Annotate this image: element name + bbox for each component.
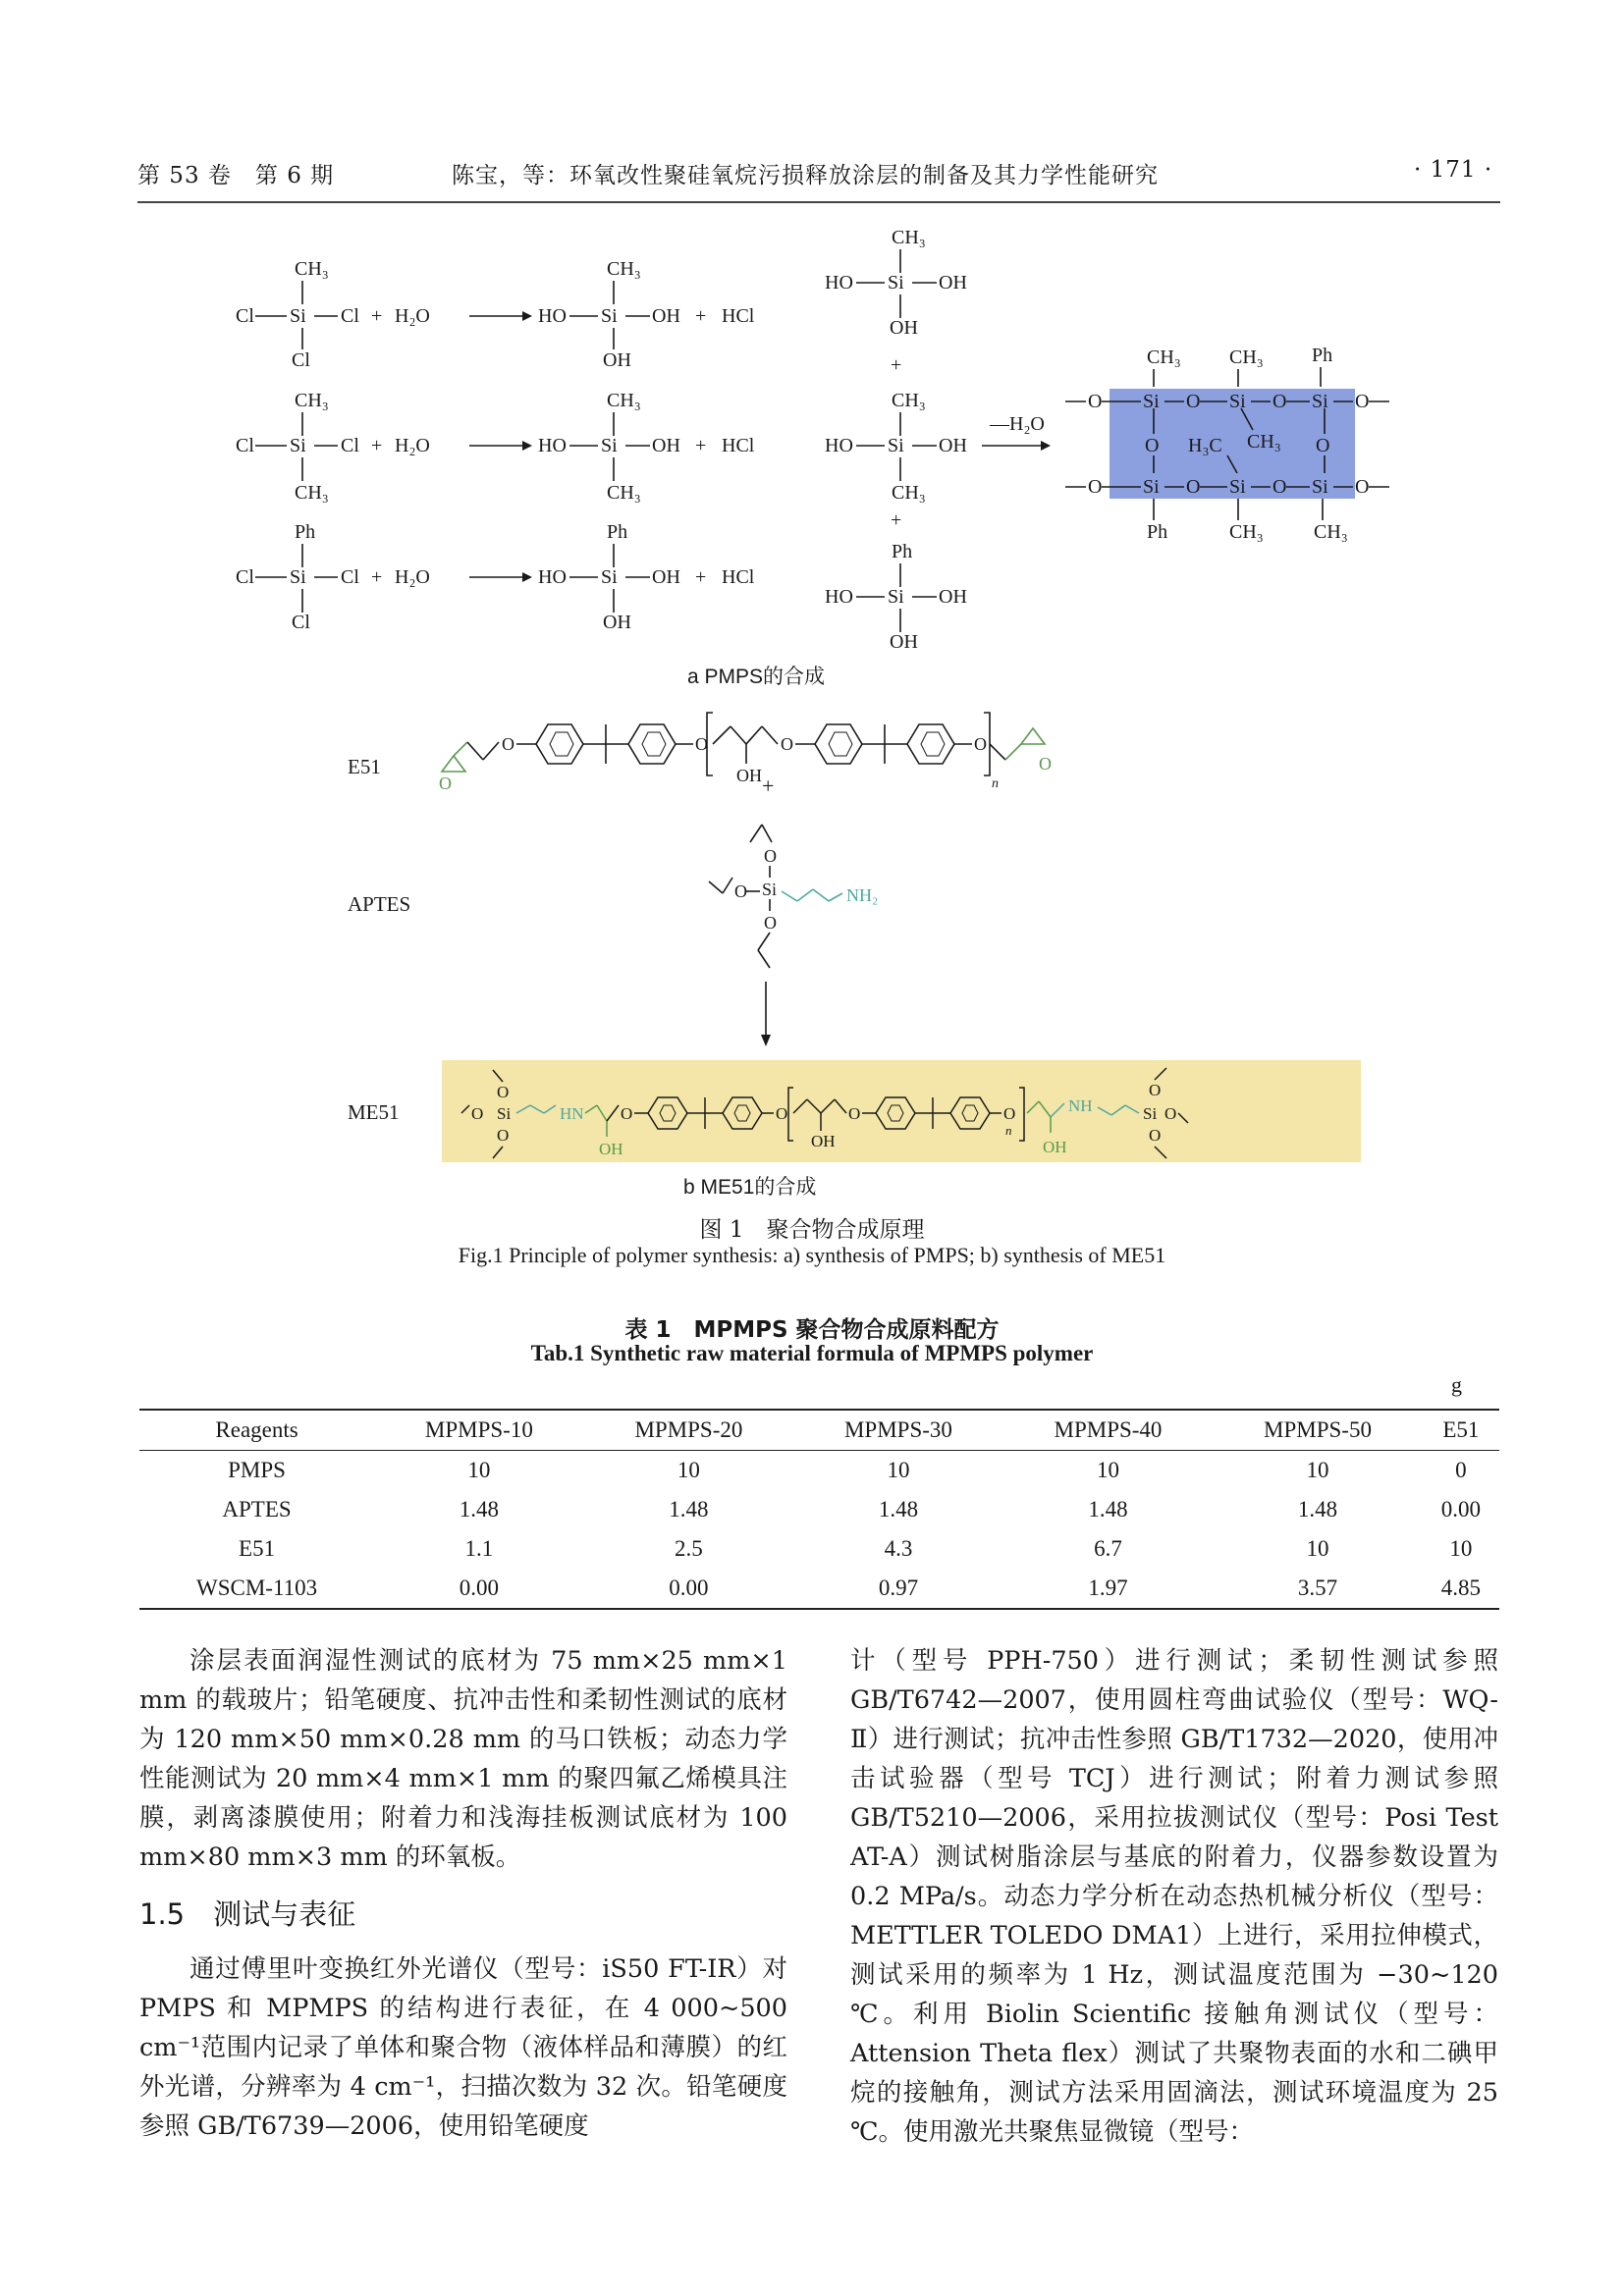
svg-text:CH₃: CH₃ (607, 482, 641, 504)
svg-text:OH: OH (652, 566, 680, 588)
table-cell: 4.85 (1440, 1575, 1481, 1600)
svg-text:CH₃: CH₃ (1147, 347, 1181, 368)
svg-text:Si: Si (1312, 391, 1328, 412)
column-header: E51 (1442, 1417, 1480, 1442)
svg-text:CH₃: CH₃ (1229, 521, 1264, 543)
svg-text:O: O (764, 913, 777, 933)
svg-text:Si: Si (601, 566, 618, 588)
svg-text:OH: OH (652, 305, 680, 327)
table-header-row (139, 1410, 1499, 1451)
subfigure-a-label: a PMPS的合成 (687, 666, 826, 688)
svg-text:O: O (764, 846, 777, 866)
svg-text:CH₃: CH₃ (295, 390, 329, 411)
svg-text:HO: HO (825, 272, 853, 294)
svg-text:O: O (1149, 1126, 1162, 1145)
svg-text:H₂O: H₂O (395, 305, 430, 327)
svg-text:O: O (1355, 476, 1370, 498)
svg-text:Si: Si (888, 586, 904, 608)
column-header: MPMPS-10 (424, 1417, 533, 1442)
svg-text:H₂O: H₂O (395, 566, 430, 588)
table-cell: 10 (1096, 1458, 1119, 1482)
table-cell: 1.48 (459, 1497, 499, 1522)
svg-text:CH₃: CH₃ (892, 390, 926, 411)
dimethylsilanediol (538, 390, 755, 504)
svg-text:O: O (1003, 1104, 1016, 1123)
svg-text:+: + (891, 509, 902, 531)
svg-text:O: O (497, 1126, 510, 1145)
table-cell: 10 (1449, 1536, 1473, 1561)
paragraph-substrates: 涂层表面润湿性测试的底材为 75 mm×25 mm×1 mm 的载玻片；铅笔硬度、抗冲击性和柔韧性测试的底材为 120 mm×50 mm×0.28 mm 的马口铁板；动态力学性能测试为 20 mm×4 mm×1 mm 的聚四氟乙烯模具注膜，剥离漆膜使用；附着力和浅海挂板测试底材为 100 mm×80 mm×3 mm 的环氧板。 (139, 1646, 787, 1872)
table-cell: 10 (1306, 1536, 1329, 1561)
me51-row-label: ME51 (348, 1100, 400, 1124)
table-cell: 10 (467, 1458, 491, 1482)
table-row (139, 1569, 1499, 1609)
svg-text:+: + (695, 435, 707, 456)
table-cell: 1.48 (878, 1497, 919, 1522)
svg-text:Ph: Ph (892, 541, 913, 562)
table-cell: 3.57 (1297, 1575, 1338, 1600)
table-cell: 1.1 (464, 1536, 494, 1561)
figure-1-scheme (137, 214, 1492, 1235)
table-cell: E51 (239, 1536, 276, 1561)
table-row (139, 1490, 1499, 1529)
table-cell: 6.7 (1094, 1536, 1122, 1561)
table-cell: APTES (222, 1497, 292, 1522)
svg-text:Cl: Cl (236, 305, 254, 327)
svg-text:HCl: HCl (722, 305, 755, 327)
svg-text:Si: Si (497, 1104, 512, 1123)
svg-text:OH: OH (1043, 1138, 1067, 1156)
svg-text:O: O (1164, 1104, 1177, 1123)
table-cell: 0.00 (459, 1575, 499, 1600)
svg-text:O: O (1272, 391, 1287, 412)
svg-text:CH₃: CH₃ (295, 258, 329, 280)
table-cell: 1.48 (1088, 1497, 1128, 1522)
svg-text:H₃C: H₃C (1188, 435, 1222, 456)
svg-text:O: O (439, 774, 452, 793)
figure-caption-cn: 图 1 聚合物合成原理 (699, 1217, 925, 1243)
svg-text:Ph: Ph (1312, 345, 1333, 366)
svg-text:O: O (1272, 476, 1287, 498)
table-cell: PMPS (228, 1458, 286, 1482)
column-header: MPMPS-20 (634, 1417, 743, 1442)
table-cell: 1.48 (669, 1497, 709, 1522)
svg-text:HO: HO (825, 586, 853, 608)
column-header: Reagents (215, 1417, 298, 1442)
svg-text:O: O (502, 734, 514, 754)
svg-text:HO: HO (825, 435, 853, 456)
svg-text:OH: OH (939, 272, 967, 294)
svg-text:+: + (762, 774, 775, 798)
table-cell: 10 (887, 1458, 910, 1482)
svg-text:OH: OH (811, 1132, 836, 1150)
table-cell: 0.97 (878, 1575, 919, 1600)
e51-row-label: E51 (348, 755, 381, 778)
svg-text:+: + (891, 354, 902, 376)
svg-text:CH₃: CH₃ (892, 482, 926, 504)
svg-text:HO: HO (538, 435, 567, 456)
column-header: MPMPS-30 (843, 1417, 952, 1442)
dichlorodimethylsilane (236, 258, 359, 371)
svg-text:Cl: Cl (292, 612, 310, 633)
svg-text:OH: OH (603, 349, 631, 371)
svg-text:OH: OH (603, 612, 631, 633)
svg-text:Si: Si (888, 435, 904, 456)
table-cell: 0 (1455, 1458, 1467, 1482)
svg-text:CH₃: CH₃ (295, 482, 329, 504)
svg-text:OH: OH (890, 317, 918, 339)
svg-text:Cl: Cl (341, 435, 359, 456)
table-cell: 0.00 (669, 1575, 709, 1600)
svg-text:Cl: Cl (341, 566, 359, 588)
right-column (850, 1641, 1498, 2152)
running-title: 陈宝，等：环氧改性聚硅氧烷污损释放涂层的制备及其力学性能研究 (452, 163, 1159, 188)
svg-text:OH: OH (652, 435, 680, 456)
methylsilanediol (538, 258, 755, 371)
svg-text:Cl: Cl (292, 349, 310, 371)
table-unit: g (1451, 1372, 1462, 1397)
table-cell: 4.3 (884, 1536, 913, 1561)
svg-text:CH₃: CH₃ (607, 258, 641, 280)
svg-text:O: O (695, 734, 708, 754)
column-header: MPMPS-50 (1264, 1417, 1372, 1442)
journal-volume-issue: 第 53 卷 第 6 期 (137, 163, 335, 188)
svg-text:O: O (848, 1104, 861, 1123)
svg-text:CH₃: CH₃ (1229, 347, 1264, 368)
header-rule (137, 201, 1500, 203)
svg-text:OH: OH (736, 766, 762, 785)
dimethylsilane-dichloride (236, 390, 430, 504)
svg-text:O: O (621, 1104, 633, 1123)
svg-text:O: O (1039, 754, 1052, 774)
svg-text:Si: Si (290, 435, 306, 456)
svg-text:NH₂: NH₂ (846, 885, 879, 905)
svg-text:Si: Si (888, 272, 904, 294)
svg-text:Ph: Ph (607, 521, 628, 543)
svg-text:+: + (371, 566, 383, 588)
svg-text:Si: Si (1143, 1104, 1158, 1123)
svg-text:O: O (1186, 476, 1201, 498)
paragraph-characterization: 通过傅里叶变换红外光谱仪（型号：iS50 FT-IR）对 PMPS 和 MPMPS 的结构进行表征，在 4 000~500 cm⁻¹范围内记录了单体和聚合物（液体样品和薄膜）的红外光谱，分辨率为 4 cm⁻¹，扫描次数为 32 次。铅笔硬度参照 GB/T6739—2006，使用铅笔硬度 (139, 1954, 787, 2141)
svg-text:Cl: Cl (341, 305, 359, 327)
svg-text:Si: Si (1229, 476, 1246, 498)
svg-text:—H₂O: —H₂O (990, 413, 1045, 435)
svg-text:CH₃: CH₃ (1247, 431, 1281, 453)
svg-text:O: O (734, 881, 747, 901)
svg-text:Si: Si (601, 305, 618, 327)
aptes-structure (709, 825, 878, 968)
svg-text:Si: Si (1143, 391, 1160, 412)
svg-text:Si: Si (1312, 476, 1328, 498)
table-cell: WSCM-1103 (196, 1575, 318, 1600)
svg-text:Si: Si (290, 305, 306, 327)
table-title-en: Tab.1 Synthetic raw material formula of MPMPS polymer (530, 1341, 1094, 1365)
svg-text:Si: Si (1229, 391, 1246, 412)
svg-text:HN: HN (560, 1104, 584, 1123)
svg-text:+: + (371, 305, 383, 327)
paragraph-test-methods: 计（型号 PPH-750）进行测试；柔韧性测试参照 GB/T6742—2007，使用圆柱弯曲试验仪（型号：WQ-Ⅱ）进行测试；抗冲击性参照 GB/T1732—2020，使用冲击试验器（型号 TCJ）进行测试；附着力测试参照 GB/T5210—2006，采用拉拔测试仪（型号：Posi Test AT-A）测试树脂涂层与基底的附着力，仪器参数设置为 0.2 MPa/s。动态力学分析在动态热机械分析仪（型号：METTLER TOLEDO DMA1）上进行，采用拉伸模式，测试采用的频率为 1 Hz，测试温度范围为 −30~120 ℃。利用 Biolin Scientific 接触角测试仪（型号：Attension Theta flex）测试了共聚物表面的水和二碘甲烷的接触角，测试方法采用固滴法，测试环境温度为 25 ℃。使用激光共聚焦显微镜（型号： (850, 1646, 1498, 2147)
svg-text:HO: HO (538, 566, 567, 588)
svg-text:OH: OH (939, 435, 967, 456)
svg-text:O: O (1149, 1081, 1162, 1099)
aptes-row-label: APTES (348, 892, 411, 916)
svg-text:Ph: Ph (1147, 521, 1168, 543)
figure-caption-en: Fig.1 Principle of polymer synthesis: a) synthesis of PMPS; b) synthesis of ME51 (458, 1243, 1166, 1267)
svg-text:n: n (1005, 1123, 1012, 1138)
table-cell: 10 (677, 1458, 700, 1482)
svg-text:+: + (695, 566, 707, 588)
svg-text:O: O (497, 1083, 510, 1101)
svg-text:NH: NH (1068, 1096, 1093, 1115)
svg-text:O: O (1088, 476, 1103, 498)
svg-text:O: O (471, 1104, 484, 1123)
svg-text:Ph: Ph (295, 521, 316, 543)
svg-text:O: O (1355, 391, 1370, 412)
svg-text:Cl: Cl (236, 435, 254, 456)
column-header: MPMPS-40 (1054, 1417, 1163, 1442)
table-row (139, 1451, 1499, 1491)
table-title-cn: 表 1 MPMPS 聚合物合成原料配方 (624, 1317, 1000, 1343)
svg-text:OH: OH (939, 586, 967, 608)
svg-text:O: O (781, 734, 793, 754)
table-cell: 0.00 (1440, 1497, 1481, 1522)
svg-text:O: O (1145, 435, 1160, 456)
svg-text:O: O (776, 1104, 788, 1123)
svg-text:O: O (1186, 391, 1201, 412)
table-cell: 10 (1306, 1458, 1329, 1482)
svg-text:HCl: HCl (722, 566, 755, 588)
svg-text:O: O (1316, 435, 1330, 456)
svg-text:HCl: HCl (722, 435, 755, 456)
pmps-synthesis (236, 227, 1389, 653)
section-heading: 1.5 测试与表征 (139, 1897, 356, 1931)
svg-text:Si: Si (762, 880, 778, 899)
svg-text:Si: Si (601, 435, 618, 456)
svg-text:O: O (1088, 391, 1103, 412)
table-cell: 2.5 (675, 1536, 703, 1561)
subfigure-b-label: b ME51的合成 (683, 1176, 817, 1199)
svg-text:n: n (992, 776, 999, 791)
svg-text:CH₃: CH₃ (892, 227, 926, 248)
svg-text:+: + (371, 435, 383, 456)
svg-text:Si: Si (290, 566, 306, 588)
svg-text:O: O (974, 734, 987, 754)
svg-text:H₂O: H₂O (395, 435, 430, 456)
table-cell: 1.48 (1297, 1497, 1338, 1522)
left-column (139, 1641, 787, 2146)
svg-text:CH₃: CH₃ (1314, 521, 1348, 543)
svg-text:Cl: Cl (236, 566, 254, 588)
silanol-stack (825, 227, 967, 653)
svg-text:OH: OH (890, 631, 918, 653)
table-row (139, 1529, 1499, 1569)
svg-text:OH: OH (599, 1140, 623, 1158)
svg-text:Si: Si (1143, 476, 1160, 498)
table-cell: 1.97 (1088, 1575, 1128, 1600)
svg-text:CH₃: CH₃ (607, 390, 641, 411)
page-number: · 171 · (1414, 157, 1493, 183)
formula-table (139, 1409, 1499, 1610)
e51-structure (439, 713, 1052, 793)
svg-text:+: + (695, 305, 707, 327)
svg-text:HO: HO (538, 305, 567, 327)
